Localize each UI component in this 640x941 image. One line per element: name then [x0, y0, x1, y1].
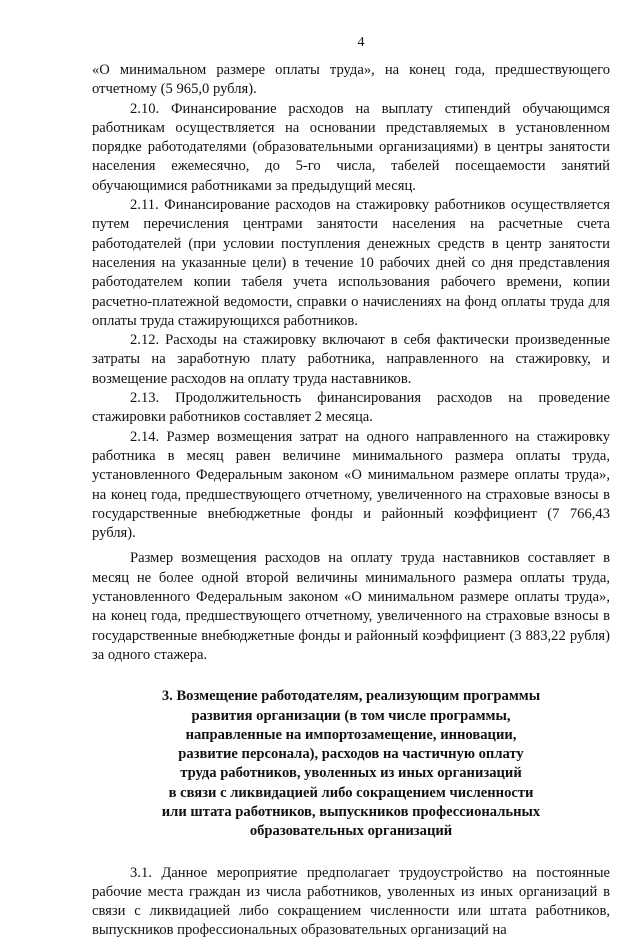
heading-line: или штата работников, выпускников профессиональных [161, 803, 541, 820]
paragraph-continuation: «О минимальном размере оплаты труда», на конец года, предшествующего отчетному (5 965,0 рубля). [92, 62, 610, 98]
paragraph-2-13: 2.13. Продолжительность финансирования расходов на проведение стажировки работников составляет 2 месяца. [92, 390, 610, 426]
heading-line: 3. Возмещение работодателям, реализующим программы [161, 688, 541, 705]
paragraph-2-10: 2.10. Финансирование расходов на выплату стипендий обучающимся работникам осуществляется на основании представляемых в установленном порядке работодателями (образовательными организациями) в центры занятости населения ежемесячно, до 5-го числа, табелей посещаемости занятий обучающимися работниками за предыдущий месяц. [92, 100, 610, 194]
heading-line: развития организации (в том числе программы, [191, 707, 511, 724]
paragraph-2-14: 2.14. Размер возмещения затрат на одного направленного на стажировку работника в месяц равен величине минимального размера оплаты труда, установленного Федеральным законом «О минимальном размере оплаты труда», на конец года, предшествующего отчетному, увеличенного на страховые взносы в государственные внебюджетные фонды и районный коэффициент (7 766,43 рубля). [92, 428, 610, 542]
heading-line: направленные на импортозамещение, инновации, [185, 726, 517, 743]
heading-line: в связи с ликвидацией либо сокращением численности [168, 784, 534, 801]
section-3-heading [92, 687, 610, 841]
heading-line: образовательных организаций [249, 823, 453, 840]
paragraph-2-11: 2.11. Финансирование расходов на стажировку работников осуществляется путем перечисления центрами занятости населения на расчетные счета работодателей (при условии поступления денежных средств в центр занятости населения на указанные цели) в течение 10 рабочих дней со дня представления работодателем копии табеля учета использования рабочего времени, копии расчетно-платежной ведомости, справки о начислениях на фонд оплаты труда для оплаты труда стажирующихся работников. [92, 197, 610, 329]
heading-line: развитие персонала), расходов на частичную оплату [178, 746, 524, 763]
paragraph-mentor-compensation: Размер возмещения расходов на оплату труда наставников составляет в месяц не более одной второй величины минимального размера оплаты труда, установленного Федеральным законом «О минимальном размере оплаты труда», на конец года, предшествующего отчетному, увеличенного на страховые взносы в государственные внебюджетные фонды и районный коэффициент (3 883,22 рубля) за одного стажера. [92, 550, 610, 663]
paragraph-3-1: 3.1. Данное мероприятие предполагает трудоустройство на постоянные рабочие места граждан из числа работников, уволенных из иных организаций в связи с ликвидацией либо сокращением численности или штата работников, выпускников профессиональных образовательных организаций на [92, 864, 610, 939]
page-number: 4 [357, 35, 365, 50]
paragraph-2-12: 2.12. Расходы на стажировку включают в себя фактически произведенные затраты на заработную плату работника, направленного на стажировку, и возмещение расходов на оплату труда наставников. [92, 332, 610, 387]
heading-line: труда работников, уволенных из иных организаций [180, 765, 522, 782]
